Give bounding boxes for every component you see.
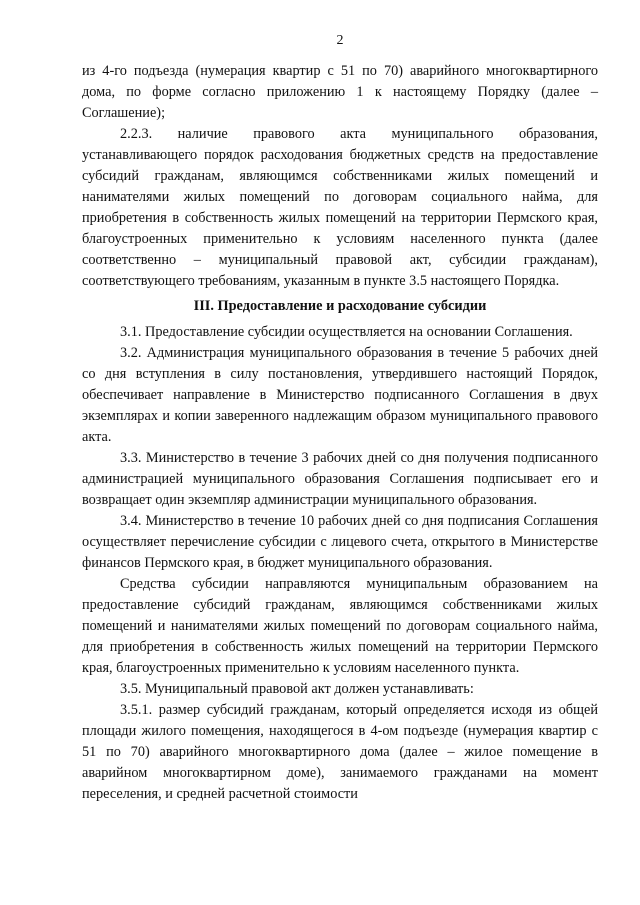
paragraph-3-1: 3.1. Предоставление субсидии осуществляется на основании Соглашения. bbox=[120, 324, 573, 340]
paragraph-subsidy-funds: Средства субсидии направляются муниципальным образованием на предоставление субсидий гражданам, являющимся собственниками жилых помещений и нанимателями жилых помещений по договорам социального найма, для приобретения в собственность жилых помещений на территории Пермского края, благоустроенных применительно к условиям населенного пункта. bbox=[82, 576, 598, 676]
page-number: 2 bbox=[336, 33, 344, 48]
paragraph-3-3: 3.3. Министерство в течение 3 рабочих дней со дня получения подписанного администрацией муниципального образования Соглашения подписывает его и возвращает один экземпляр администрации муниципального образования. bbox=[82, 450, 598, 508]
paragraph-3-5: 3.5. Муниципальный правовой акт должен устанавливать: bbox=[120, 681, 474, 697]
paragraph-3-2: 3.2. Администрация муниципального образования в течение 5 рабочих дней со дня вступления в силу постановления, утвердившего настоящий Порядок, обеспечивает направление в Министерство подписанного Соглашения в двух экземплярах и копии заверенного надлежащим образом муниципального правового акта. bbox=[82, 345, 598, 445]
paragraph-continuation: из 4-го подъезда (нумерация квартир с 51 по 70) аварийного многоквартирного дома, по форме согласно приложению 1 к настоящему Порядку (далее – Соглашение); bbox=[82, 63, 598, 121]
paragraph-3-4: 3.4. Министерство в течение 10 рабочих дней со дня подписания Соглашения осуществляет перечисление субсидии с лицевого счета, открытого в Министерстве финансов Пермского края, в бюджет муниципального образования. bbox=[82, 513, 598, 571]
paragraph-3-5-1: 3.5.1. размер субсидий гражданам, который определяется исходя из общей площади жилого помещения, находящегося в 4-ом подъезде (нумерация квартир с 51 по 70) аварийного многоквартирного дома (далее – жилое помещение в аварийном многоквартирном доме), занимаемого гражданами на момент переселения, и средней расчетной стоимости bbox=[82, 702, 598, 802]
paragraph-2-2-3: 2.2.3. наличие правового акта муниципального образования, устанавливающего порядок расходования бюджетных средств на предоставление субсидий гражданам, являющимся собственниками жилых помещений и нанимателями жилых помещений по договорам социального найма, для приобретения в собственность жилых помещений на территории Пермского края, благоустроенных применительно к условиям населенного пункта (далее соответственно – муниципальный правовой акт, субсидии гражданам), соответствующего требованиям, указанным в пункте 3.5 настоящего Порядка. bbox=[82, 126, 598, 289]
section-heading: III. Предоставление и расходование субсидии bbox=[193, 298, 487, 314]
